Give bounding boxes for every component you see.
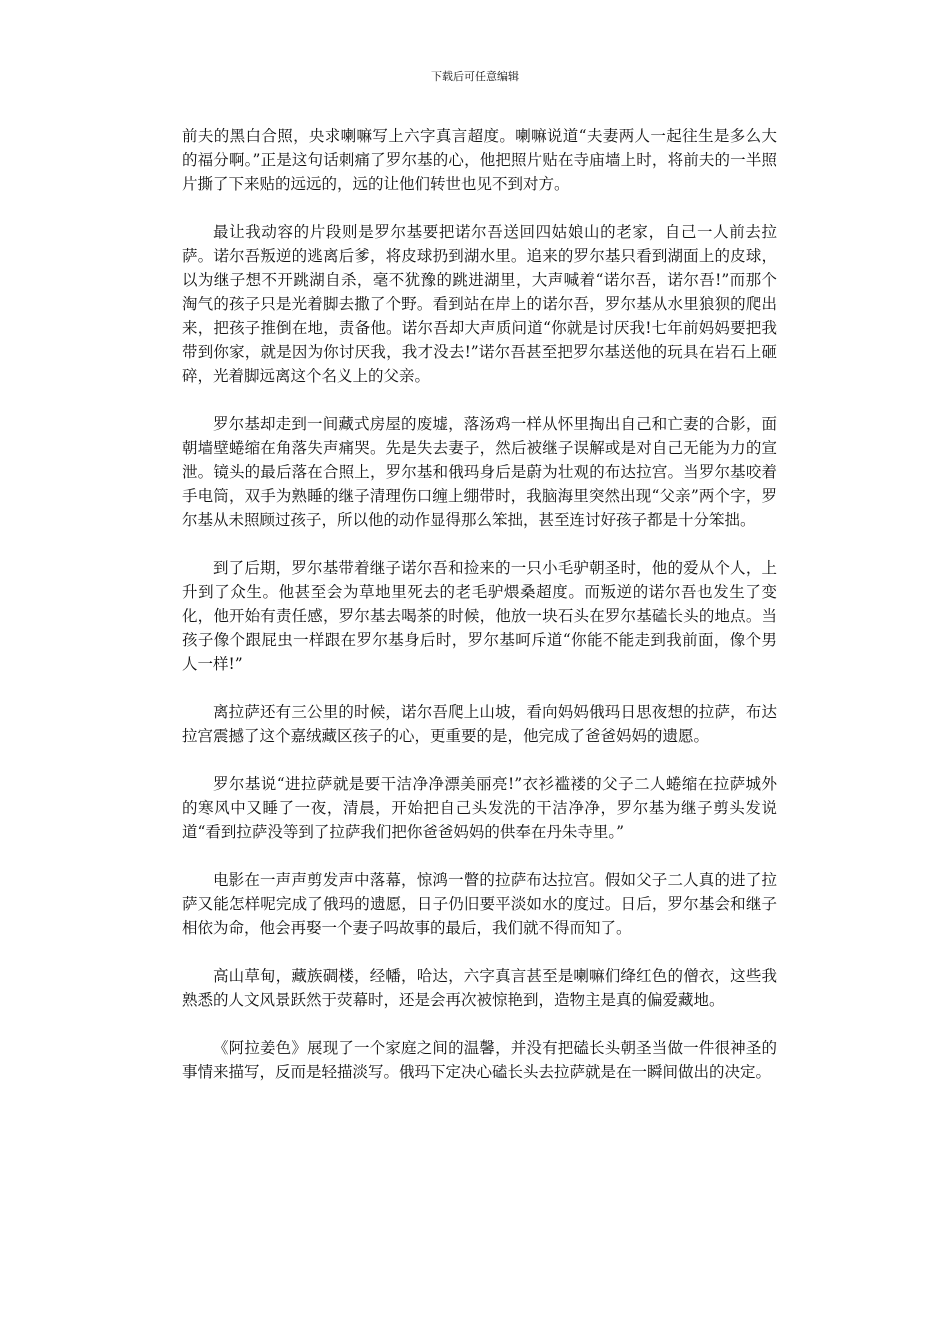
page-header: 下载后可任意编辑 <box>431 70 519 83</box>
paragraph-9: 《阿拉姜色》展现了一个家庭之间的温馨，并没有把磕长头朝圣当做一件很神圣的事情来描写，反而是轻描淡写。俄玛下定决心磕长头去拉萨就是在一瞬间做出的决定。 <box>182 1039 777 1081</box>
paragraph-4: 到了后期，罗尔基带着继子诺尔吾和捡来的一只小毛驴朝圣时，他的爱从个人，上升到了众生。他甚至会为草地里死去的老毛驴煨桑超度。而叛逆的诺尔吾也发生了变化，他开始有责任感，罗尔基去喝茶的时候，他放一块石头在罗尔基磕长头的地点。当孩子像个跟屁虫一样跟在罗尔基身后时，罗尔基呵斥道“你能不能走到我前面，像个男人一样!” <box>182 559 777 673</box>
paragraph-6: 罗尔基说“进拉萨就是要干洁净净漂美丽亮!”衣衫褴褛的父子二人蜷缩在拉萨城外的寒风中又睡了一夜，清晨，开始把自己头发洗的干洁净净，罗尔基为继子剪头发说道“看到拉萨没等到了拉萨我们把你爸爸妈妈的供奉在丹朱寺里。” <box>182 775 777 841</box>
paragraph-7: 电影在一声声剪发声中落幕，惊鸿一瞥的拉萨布达拉宫。假如父子二人真的进了拉萨又能怎样呢完成了俄玛的遗愿，日子仍旧要平淡如水的度过。日后，罗尔基会和继子相依为命，他会再娶一个妻子吗故事的最后，我们就不得而知了。 <box>182 871 777 937</box>
paragraph-3: 罗尔基却走到一间藏式房屋的废墟，落汤鸡一样从怀里掏出自己和亡妻的合影，面朝墙壁蜷缩在角落失声痛哭。先是失去妻子，然后被继子误解或是对自己无能为力的宣泄。镜头的最后落在合照上，罗尔基和俄玛身后是蔚为壮观的布达拉宫。当罗尔基咬着手电筒，双手为熟睡的继子清理伤口缠上绷带时，我脑海里突然出现“父亲”两个字，罗尔基从未照顾过孩子，所以他的动作显得那么笨拙，甚至连讨好孩子都是十分笨拙。 <box>182 415 777 529</box>
paragraph-5: 离拉萨还有三公里的时候，诺尔吾爬上山坡，看向妈妈俄玛日思夜想的拉萨，布达拉宫震撼了这个嘉绒藏区孩子的心，更重要的是，他完成了爸爸妈妈的遗愿。 <box>182 703 777 745</box>
paragraph-1: 前夫的黑白合照，央求喇嘛写上六字真言超度。喇嘛说道“夫妻两人一起往生是多么大的福分啊。”正是这句话刺痛了罗尔基的心，他把照片贴在寺庙墙上时，将前夫的一半照片撕了下来贴的远远的，远的让他们转世也见不到对方。 <box>182 127 777 193</box>
paragraph-2: 最让我动容的片段则是罗尔基要把诺尔吾送回四姑娘山的老家，自己一人前去拉萨。诺尔吾叛逆的逃离后爹，将皮球扔到湖水里。追来的罗尔基只看到湖面上的皮球，以为继子想不开跳湖自杀，毫不犹豫的跳进湖里，大声喊着“诺尔吾，诺尔吾!”而那个淘气的孩子只是光着脚去撒了个野。看到站在岸上的诺尔吾，罗尔基从水里狼狈的爬出来，把孩子推倒在地，责备他。诺尔吾却大声质问道“你就是讨厌我!七年前妈妈要把我带到你家，就是因为你讨厌我，我才没去!”诺尔吾甚至把罗尔基送他的玩具在岩石上砸碎，光着脚远离这个名义上的父亲。 <box>182 223 777 385</box>
paragraph-8: 高山草甸，藏族碉楼，经幡，哈达，六字真言甚至是喇嘛们绛红色的僧衣，这些我熟悉的人文风景跃然于荧幕时，还是会再次被惊艳到，造物主是真的偏爱藏地。 <box>182 967 777 1009</box>
document-body <box>182 124 777 1108</box>
